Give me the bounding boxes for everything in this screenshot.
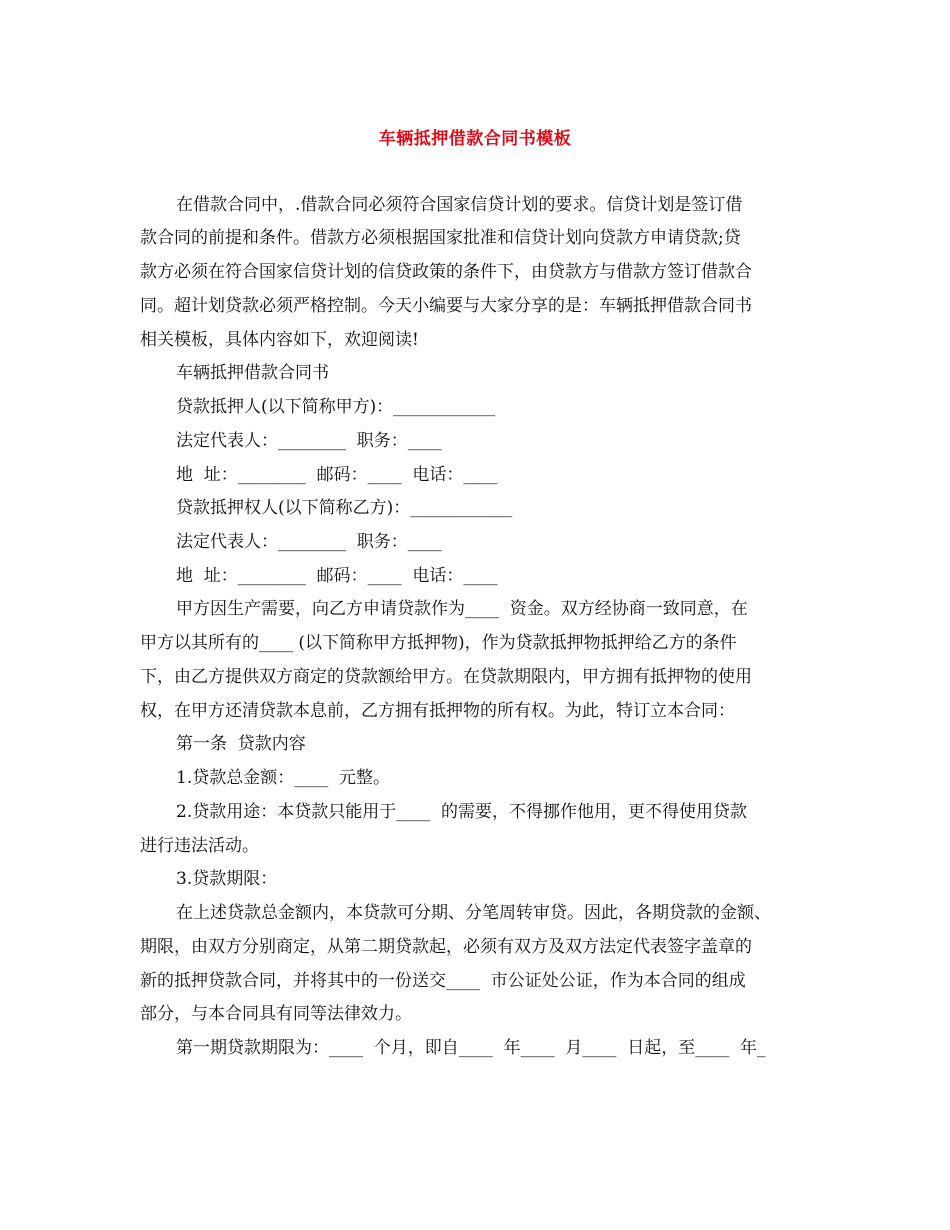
clause-line: 1.贷款总金额：____ 元整。 — [176, 768, 391, 788]
clause-line: 2.贷款用途：本贷款只能用于____ 的需要，不得挪作他用，更不得使用贷款 — [176, 802, 748, 822]
paragraph-line: 新的抵押贷款合同，并将其中的一份送交____ 市公证处公证，作为本合同的组成 — [140, 971, 746, 991]
paragraph-line: 款方必须在符合国家信贷计划的信贷政策的条件下，由贷款方与借款方签订借款合 — [140, 262, 752, 282]
field-line: 地 址：________ 邮码：____ 电话：____ — [176, 465, 498, 485]
paragraph-line: 甲方因生产需要，向乙方申请贷款作为____ 资金。双方经协商一致同意，在 — [176, 599, 748, 619]
field-line: 贷款抵押人(以下简称甲方)：____________ — [176, 397, 496, 417]
paragraph-line: 同。超计划贷款必须严格控制。今天小编要与大家分享的是：车辆抵押借款合同书 — [140, 296, 752, 316]
paragraph-line: 下，由乙方提供双方商定的贷款额给甲方。在贷款期限内，甲方拥有抵押物的使用 — [140, 667, 752, 687]
paragraph-line: 在借款合同中，.借款合同必须符合国家信贷计划的要求。信贷计划是签订借 — [176, 195, 743, 215]
paragraph-line: 甲方以其所有的____ (以下简称甲方抵押物)，作为贷款抵押物抵押给乙方的条件 — [140, 633, 737, 653]
paragraph-line: 部分，与本合同具有同等法律效力。 — [140, 1004, 412, 1024]
clause-line: 进行违法活动。 — [140, 836, 259, 856]
contract-heading: 车辆抵押借款合同书 — [176, 363, 329, 383]
paragraph-line: 权，在甲方还清贷款本息前，乙方拥有抵押物的所有权。为此，特订立本合同： — [140, 701, 735, 721]
clause-line: 3.贷款期限： — [176, 869, 278, 889]
paragraph-line: 第一期贷款期限为：____ 个月，即自____ 年____ 月____ 日起，至____ 年_ — [176, 1038, 766, 1058]
document-title: 车辆抵押借款合同书模板 — [378, 129, 572, 149]
paragraph-line: 期限，由双方分别商定，从第二期贷款起，必须有双方及双方法定代表签字盖章的 — [140, 937, 752, 957]
article-heading: 第一条 贷款内容 — [176, 734, 306, 754]
paragraph-line: 在上述贷款总金额内，本贷款可分期、分笔周转审贷。因此，各期贷款的金额、 — [176, 903, 771, 923]
field-line: 贷款抵押权人(以下简称乙方)：____________ — [176, 498, 513, 518]
field-line: 地 址：________ 邮码：____ 电话：____ — [176, 566, 498, 586]
field-line: 法定代表人：________ 职务：____ — [176, 431, 442, 451]
paragraph-line: 相关模板，具体内容如下，欢迎阅读! — [140, 330, 419, 350]
paragraph-line: 款合同的前提和条件。借款方必须根据国家批准和信贷计划向贷款方申请贷款;贷 — [140, 228, 741, 248]
field-line: 法定代表人：________ 职务：____ — [176, 532, 442, 552]
